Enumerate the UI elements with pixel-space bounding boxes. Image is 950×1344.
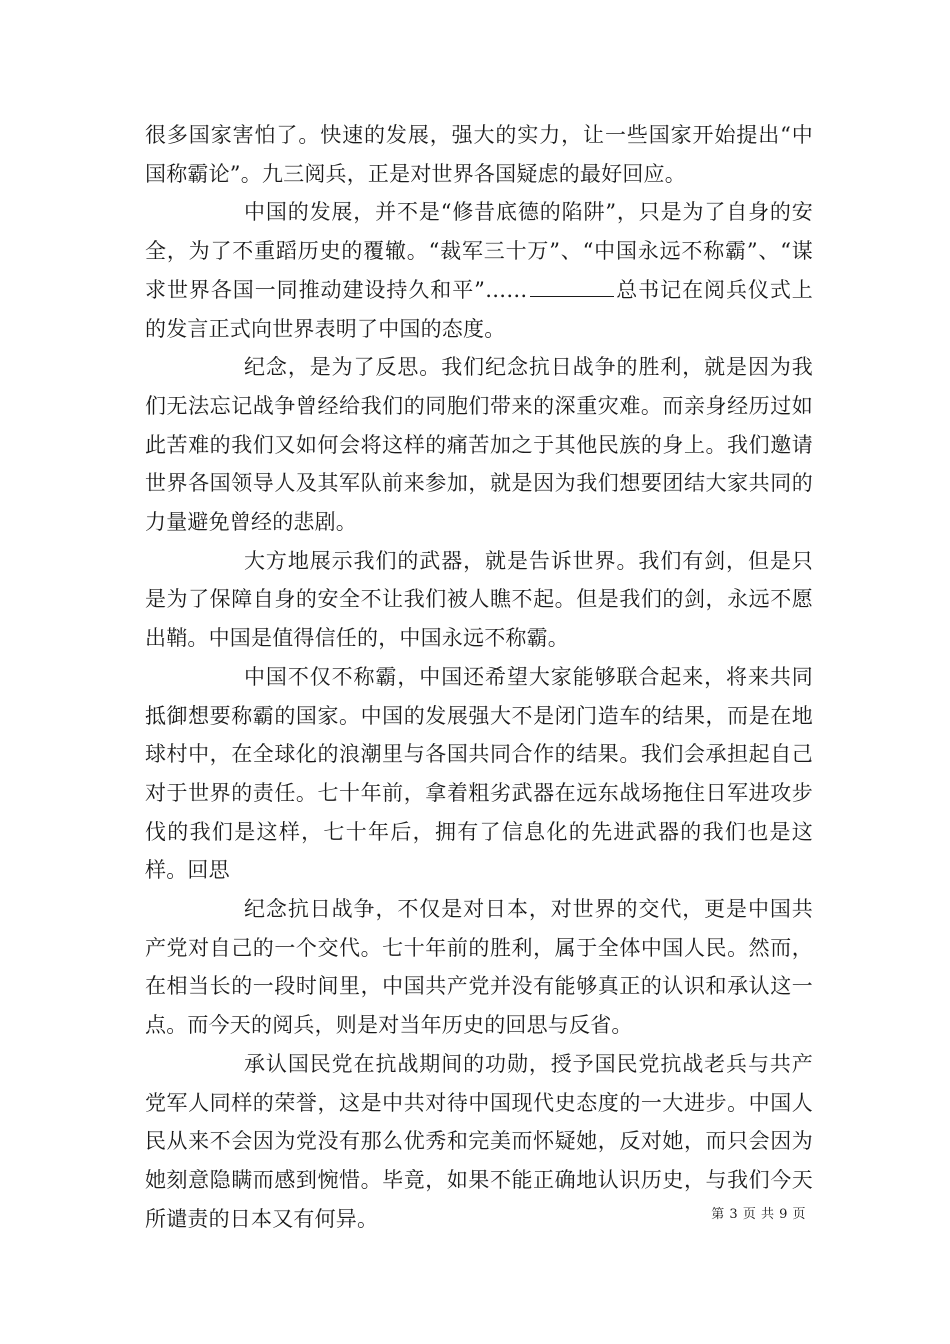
paragraph-2-text-after-blank: 总书记在阅兵仪式上的发言正式向世界表明了中国的态度。 <box>145 277 813 341</box>
paragraph-6: 纪念抗日战争，不仅是对日本，对世界的交代，更是中国共产党对自己的一个交代。七十年前的胜利，属于全体中国人民。然而，在相当长的一段时间里，中国共产党并没有能够真正的认识和承认这一点。而今天的阅兵，则是对当年历史的回思与反省。 <box>145 897 813 1038</box>
paragraph-4: 大方地展示我们的武器，就是告诉世界。我们有剑，但是只是为了保障自身的安全不让我们被人瞧不起。但是我们的剑，永远不愿出鞘。中国是值得信任的，中国永远不称霸。 <box>145 548 813 651</box>
document-body <box>145 116 813 1238</box>
page-number-footer: 第 3 页 共 9 页 <box>711 1207 806 1222</box>
paragraph-7: 承认国民党在抗战期间的功勋，授予国民党抗战老兵与共产党军人同样的荣誉，这是中共对待中国现代史态度的一大进步。中国人民从来不会因为党没有那么优秀和完美而怀疑她，反对她，而只会因为她刻意隐瞒而感到惋惜。毕竟，如果不能正确地认识历史，与我们今天所谴责的日本又有何异。 <box>145 1051 813 1231</box>
paragraph-1: 很多国家害怕了。快速的发展，强大的实力，让一些国家开始提出“中国称霸论”。九三阅兵，正是对世界各国疑虑的最好回应。 <box>145 123 813 186</box>
paragraph-2 <box>145 193 813 348</box>
paragraph-3: 纪念，是为了反思。我们纪念抗日战争的胜利，就是因为我们无法忘记战争曾经给我们的同胞们带来的深重灾难。而亲身经历过如此苦难的我们又如何会将这样的痛苦加之于其他民族的身上。我们邀请世界各国领导人及其军队前来参加，就是因为我们想要团结大家共同的力量避免曾经的悲剧。 <box>145 355 813 535</box>
fill-in-blank-line <box>530 278 614 297</box>
paragraph-2-text-before-blank: 中国的发展，并不是“修昔底德的陷阱”，只是为了自身的安全，为了不重蹈历史的覆辙。“裁军三十万”、“中国永远不称霸”、“谋求世界各国一同推动建设持久和平”…… <box>145 200 813 302</box>
paragraph-5: 中国不仅不称霸，中国还希望大家能够联合起来，将来共同抵御想要称霸的国家。中国的发展强大不是闭门造车的结果，而是在地球村中，在全球化的浪潮里与各国共同合作的结果。我们会承担起自己对于世界的责任。七十年前，拿着粗劣武器在远东战场拖住日军进攻步伐的我们是这样，七十年后，拥有了信息化的先进武器的我们也是这样。回思 <box>145 664 813 883</box>
